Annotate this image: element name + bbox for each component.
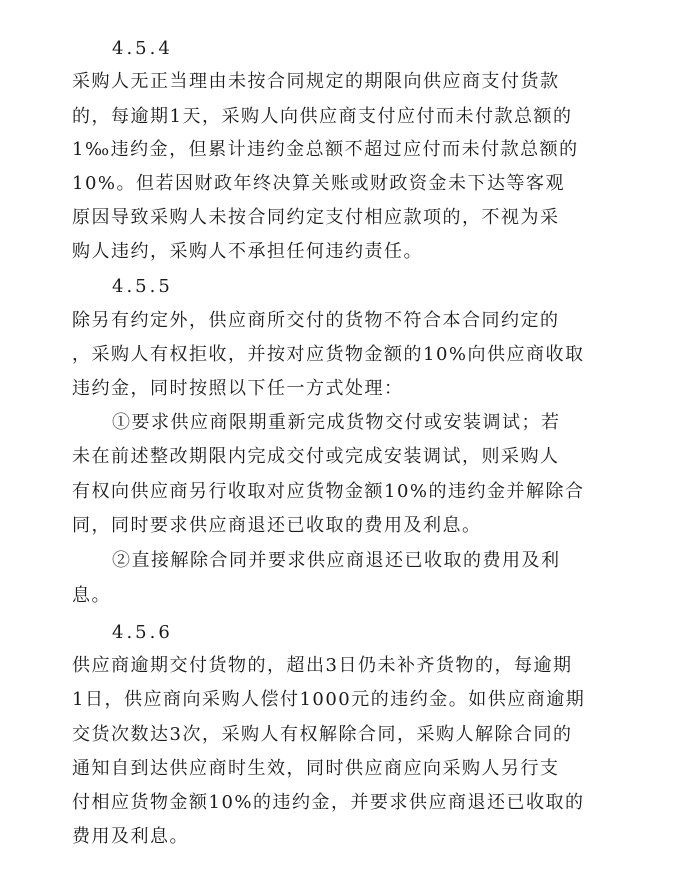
- paragraph-line: 未在前述整改期限内完成交付或完成安装调试，则采购人: [72, 446, 560, 467]
- paragraph-line: 1‰违约金，但累计违约金总额不超过应付而未付款总额的: [72, 139, 579, 160]
- paragraph-line: 付相应货物金额10%的违约金，并要求供应商退还已收取的: [72, 792, 585, 813]
- section-heading-4-5-5: 4.5.5: [112, 276, 173, 297]
- paragraph-line: 费用及利息。: [72, 826, 189, 847]
- paragraph-line: 供应商逾期交付货物的，超出3日仍未补齐货物的，每逾期: [72, 655, 573, 676]
- section-heading-4-5-6: 4.5.6: [112, 622, 173, 643]
- paragraph-line: 息。: [72, 585, 111, 606]
- paragraph-line: 有权向供应商另行收取对应货物金额10%的违约金并解除合: [72, 481, 585, 502]
- paragraph-line: 10%。但若因财政年终决算关账或财政资金未下达等客观: [72, 173, 566, 194]
- section-heading-4-5-4: 4.5.4: [112, 38, 173, 59]
- paragraph-line: ，采购人有权拒收，并按对应货物金额的10%向供应商收取: [72, 344, 585, 365]
- list-item-option-1: ①要求供应商限期重新完成货物交付或安装调试；若: [112, 412, 561, 433]
- paragraph-line: 通知自到达供应商时生效，同时供应商应向采购人另行支: [72, 758, 560, 779]
- paragraph-line: 购人违约，采购人不承担任何违约责任。: [72, 241, 423, 262]
- paragraph-line: 原因导致采购人未按合同约定支付相应款项的，不视为采: [72, 207, 560, 228]
- paragraph-line: 采购人无正当理由未按合同规定的期限向供应商支付货款: [72, 71, 560, 92]
- paragraph-line: 1日，供应商向采购人偿付1000元的违约金。如供应商逾期: [72, 689, 586, 710]
- list-item-option-2: ②直接解除合同并要求供应商退还已收取的费用及利: [112, 550, 561, 571]
- paragraph-line: 的，每逾期1天，采购人向供应商支付应付而未付款总额的: [72, 106, 573, 127]
- paragraph-line: 违约金，同时按照以下任一方式处理：: [72, 378, 404, 399]
- paragraph-line: 同，同时要求供应商退还已收取的费用及利息。: [72, 515, 482, 536]
- paragraph-line: 交货次数达3次，采购人有权解除合同，采购人解除合同的: [72, 724, 573, 745]
- paragraph-line: 除另有约定外，供应商所交付的货物不符合本合同约定的: [72, 310, 560, 331]
